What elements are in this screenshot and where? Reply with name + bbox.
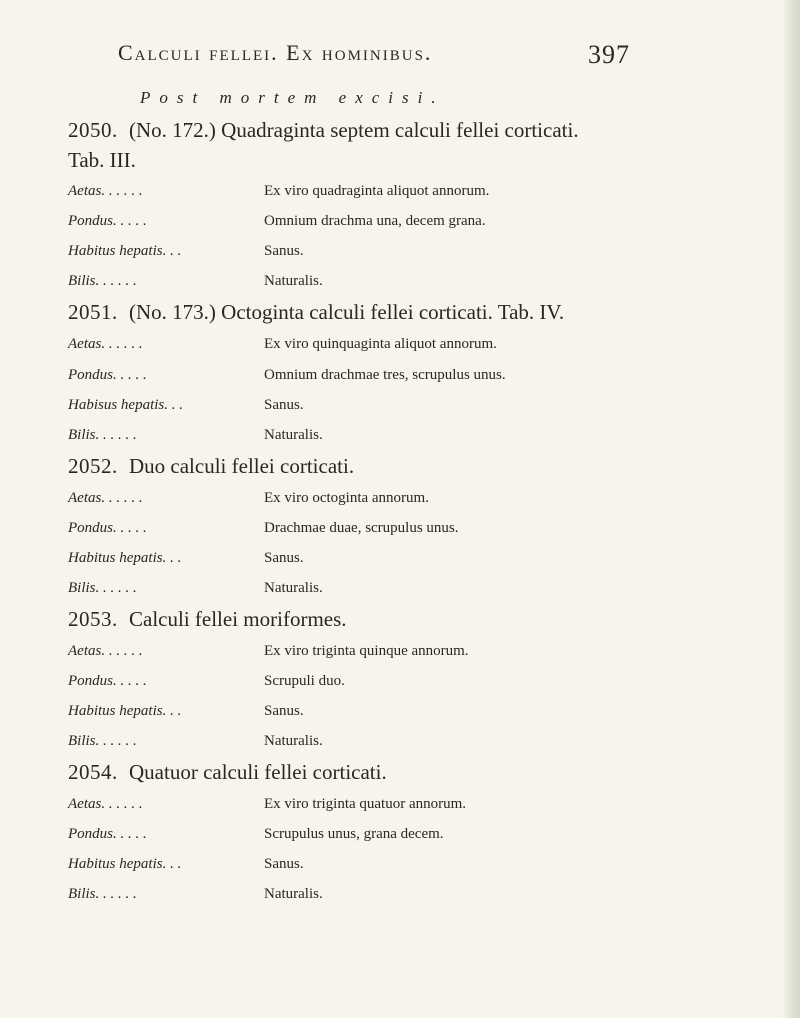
section-subheader: Post mortem excisi. (140, 88, 445, 107)
field-value: Naturalis. (264, 273, 323, 289)
field-label: Bilis. . . . . . (68, 580, 137, 596)
entry-heading (68, 118, 579, 172)
field-value: Drachmae duae, scrupulus unus. (264, 520, 459, 536)
field-label: Bilis. . . . . . (68, 427, 137, 443)
field-value: Ex viro triginta quatuor annorum. (264, 796, 467, 812)
entry-description: Quatuor calculi fellei corticati. (129, 760, 387, 784)
field-value: Sanus. (264, 397, 304, 413)
field-value: Scrupuli duo. (264, 673, 345, 689)
field-label: Pondus. . . . . (68, 673, 147, 689)
field-label: Habitus hepatis. . . (68, 243, 182, 259)
entry-number: 2051. (68, 300, 118, 324)
entry-description: (No. 173.) Octoginta calculi fellei corticati. Tab. IV. (129, 300, 565, 324)
field-value: Ex viro quinquaginta aliquot annorum. (264, 336, 497, 352)
field-label: Pondus. . . . . (68, 213, 147, 229)
field-value: Ex viro quadraginta aliquot annorum. (264, 183, 490, 199)
field-label: Pondus. . . . . (68, 520, 147, 536)
page-number: 397 (588, 40, 630, 69)
field-label: Bilis. . . . . . (68, 886, 137, 902)
field-value: Ex viro octoginta annorum. (264, 490, 429, 506)
field-value: Naturalis. (264, 886, 323, 902)
field-label: Aetas. . . . . . (68, 336, 143, 352)
field-label: Bilis. . . . . . (68, 733, 137, 749)
field-value: Ex viro triginta quinque annorum. (264, 643, 469, 659)
entry-number: 2052. (68, 454, 118, 478)
field-label: Habitus hepatis. . . (68, 703, 182, 719)
field-label: Aetas. . . . . . (68, 183, 143, 199)
field-value: Sanus. (264, 856, 304, 872)
entry-heading (68, 454, 354, 478)
entry-heading (68, 607, 347, 631)
running-header (118, 36, 718, 76)
field-value: Scrupulus unus, grana decem. (264, 826, 444, 842)
field-value: Naturalis. (264, 580, 323, 596)
entry-heading (68, 760, 387, 784)
entry-description: Calculi fellei moriformes. (129, 607, 347, 631)
field-value: Omnium drachmae tres, scrupulus unus. (264, 367, 506, 383)
field-value: Naturalis. (264, 733, 323, 749)
entry-number: 2053. (68, 607, 118, 631)
field-label: Aetas. . . . . . (68, 796, 143, 812)
field-label: Habitus hepatis. . . (68, 856, 182, 872)
entry-description: Duo calculi fellei corticati. (129, 454, 355, 478)
field-label: Habitus hepatis. . . (68, 550, 182, 566)
entry-heading (68, 300, 564, 324)
field-label: Pondus. . . . . (68, 826, 147, 842)
entry-description-continued: Tab. III. (68, 148, 136, 172)
field-label: Aetas. . . . . . (68, 643, 143, 659)
page-edge-shadow (782, 0, 800, 1018)
entry-number: 2054. (68, 760, 118, 784)
running-title: Calculi fellei. Ex hominibus. (118, 40, 433, 65)
field-label: Bilis. . . . . . (68, 273, 137, 289)
field-label: Pondus. . . . . (68, 367, 147, 383)
field-value: Omnium drachma una, decem grana. (264, 213, 486, 229)
field-value: Sanus. (264, 703, 304, 719)
field-value: Sanus. (264, 550, 304, 566)
entry-number: 2050. (68, 118, 118, 142)
field-label: Aetas. . . . . . (68, 490, 143, 506)
entry-description: (No. 172.) Quadraginta septem calculi fellei corticati. (129, 118, 579, 142)
field-value: Sanus. (264, 243, 304, 259)
field-value: Naturalis. (264, 427, 323, 443)
field-label: Habisus hepatis. . . (68, 397, 184, 413)
